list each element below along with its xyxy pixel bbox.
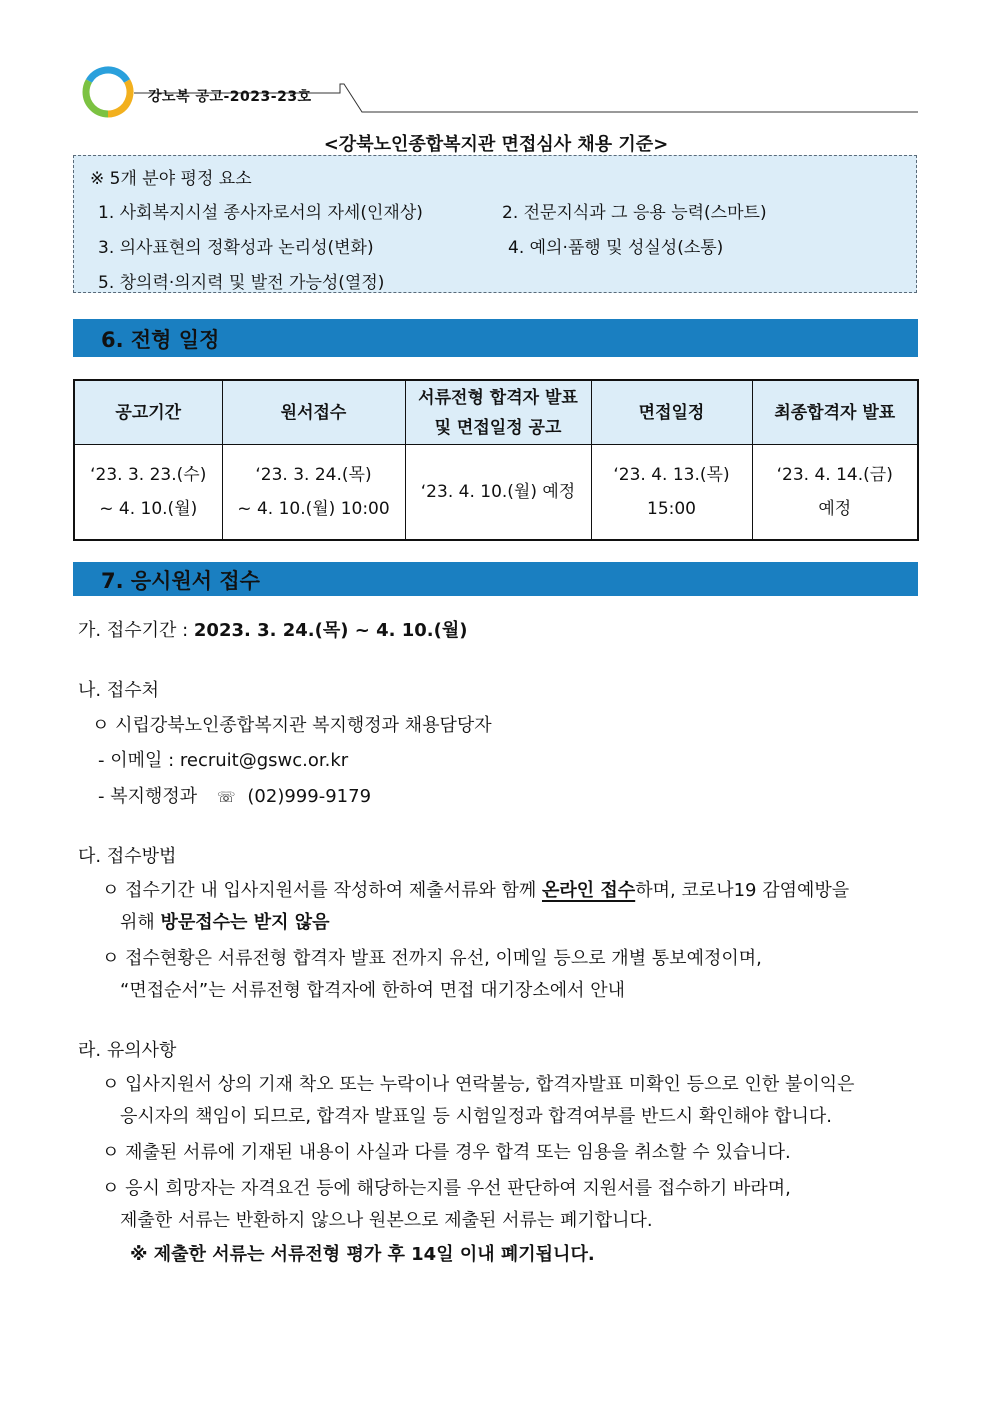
section-6-title: 6. 전형 일정 [101, 328, 220, 352]
cell-line: ‘23. 4. 13.(목) [613, 465, 730, 485]
schedule-table [73, 379, 919, 541]
table-cell [405, 445, 591, 541]
section-6-bar [73, 319, 918, 357]
notes-heading: 라. 유의사항 [78, 1040, 177, 1061]
phone-number: (02)999-9179 [247, 786, 372, 807]
period-label: 가. 접수기간 : [78, 620, 194, 641]
method-text: ㅇ 접수기간 내 입사지원서를 작성하여 제출서류와 함께 [102, 880, 542, 901]
period-line [78, 616, 467, 642]
table-header-cell: 공고기간 [74, 380, 222, 445]
table-header-cell: 면접일정 [591, 380, 752, 445]
disposal-notice: ※ 제출한 서류는 서류전형 평가 후 14일 이내 폐기됩니다. [130, 1244, 595, 1265]
table-row [74, 445, 918, 541]
method-text: 위해 [120, 912, 161, 933]
period-value: 2023. 3. 24.(목) ~ 4. 10.(월) [193, 620, 468, 641]
header-line: 서류전형 합격자 발표 [418, 387, 578, 408]
header-line: 및 면접일정 공고 [434, 417, 562, 438]
document-number: 강노복 공고-2023-23호 [148, 89, 312, 105]
cell-line: 예정 [818, 499, 852, 519]
criteria-item: 1. 사회복지시설 종사자로서의 자세(인재상) [98, 203, 423, 223]
criteria-title: <강북노인종합복지관 면접심사 채용 기준> [323, 134, 669, 155]
table-cell [222, 445, 405, 541]
place-main: ㅇ 시립강북노인종합복지관 복지행정과 채용담당자 [92, 715, 492, 736]
table-cell [591, 445, 752, 541]
table-header-row [74, 380, 918, 445]
note-item: ㅇ 응시 희망자는 자격요건 등에 해당하는지를 우선 판단하여 지원서를 접수하기 바라며, [102, 1178, 791, 1199]
cell-line: ‘23. 3. 23.(수) [90, 465, 207, 485]
note-item-cont: 응시자의 책임이 되므로, 합격자 발표일 등 시험일정과 합격여부를 반드시 확인해야 합니다. [120, 1106, 833, 1127]
note-item-cont: 제출한 서류는 반환하지 않으나 원본으로 제출된 서류는 폐기합니다. [120, 1210, 653, 1231]
online-apply-text: 온라인 접수 [541, 880, 636, 901]
criteria-item: 5. 창의력·의지력 및 발전 가능성(열정) [98, 273, 385, 293]
method-item-cont: “면접순서”는 서류전형 합격자에 한하여 면접 대기장소에서 안내 [120, 980, 626, 1001]
criteria-item: 3. 의사표현의 정확성과 논리성(변화) [98, 238, 374, 258]
phone-label: - 복지행정과 [98, 786, 198, 807]
cell-line: ‘23. 3. 24.(목) [255, 465, 372, 485]
section-7-title: 7. 응시원서 접수 [101, 569, 260, 593]
method-text: 하며, 코로나19 감염예방을 [635, 880, 850, 901]
cell-line: ‘23. 4. 10.(월) 예정 [420, 482, 576, 502]
table-cell [752, 445, 918, 541]
section-7-title-wrap [73, 562, 918, 596]
organization-logo-icon [82, 66, 134, 118]
cell-line: ~ 4. 10.(월) [99, 499, 198, 519]
criteria-box [73, 155, 917, 293]
method-item [102, 876, 849, 902]
cell-line: ~ 4. 10.(월) 10:00 [237, 499, 390, 519]
criteria-item: 2. 전문지식과 그 응용 능력(스마트) [502, 203, 767, 223]
phone-icon: ☏ [216, 788, 236, 806]
note-item: ㅇ 제출된 서류에 기재된 내용이 사실과 다를 경우 합격 또는 임용을 취소할 수 있습니다. [102, 1142, 791, 1163]
table-header-cell [405, 380, 591, 445]
place-heading: 나. 접수처 [78, 680, 159, 701]
cell-line: ‘23. 4. 14.(금) [776, 465, 893, 485]
method-item-cont [120, 908, 330, 934]
document-header [82, 66, 918, 116]
criteria-heading: ※ 5개 분야 평정 요소 [90, 169, 252, 189]
method-heading: 다. 접수방법 [78, 846, 177, 867]
table-cell [74, 445, 222, 541]
method-item: ㅇ 접수현황은 서류전형 합격자 발표 전까지 유선, 이메일 등으로 개별 통보예정이며, [102, 948, 762, 969]
no-visit-text: 방문접수는 받지 않음 [160, 912, 330, 933]
table-header-cell: 원서접수 [222, 380, 405, 445]
phone-line [98, 782, 371, 808]
note-item: ㅇ 입사지원서 상의 기재 착오 또는 누락이나 연락불능, 합격자발표 미확인 등으로 인한 불이익은 [102, 1074, 855, 1095]
cell-line: 15:00 [647, 499, 696, 519]
criteria-item: 4. 예의·품행 및 성실성(소통) [508, 238, 724, 258]
email-line: - 이메일 : recruit@gswc.or.kr [98, 750, 349, 771]
table-header-cell: 최종합격자 발표 [752, 380, 918, 445]
